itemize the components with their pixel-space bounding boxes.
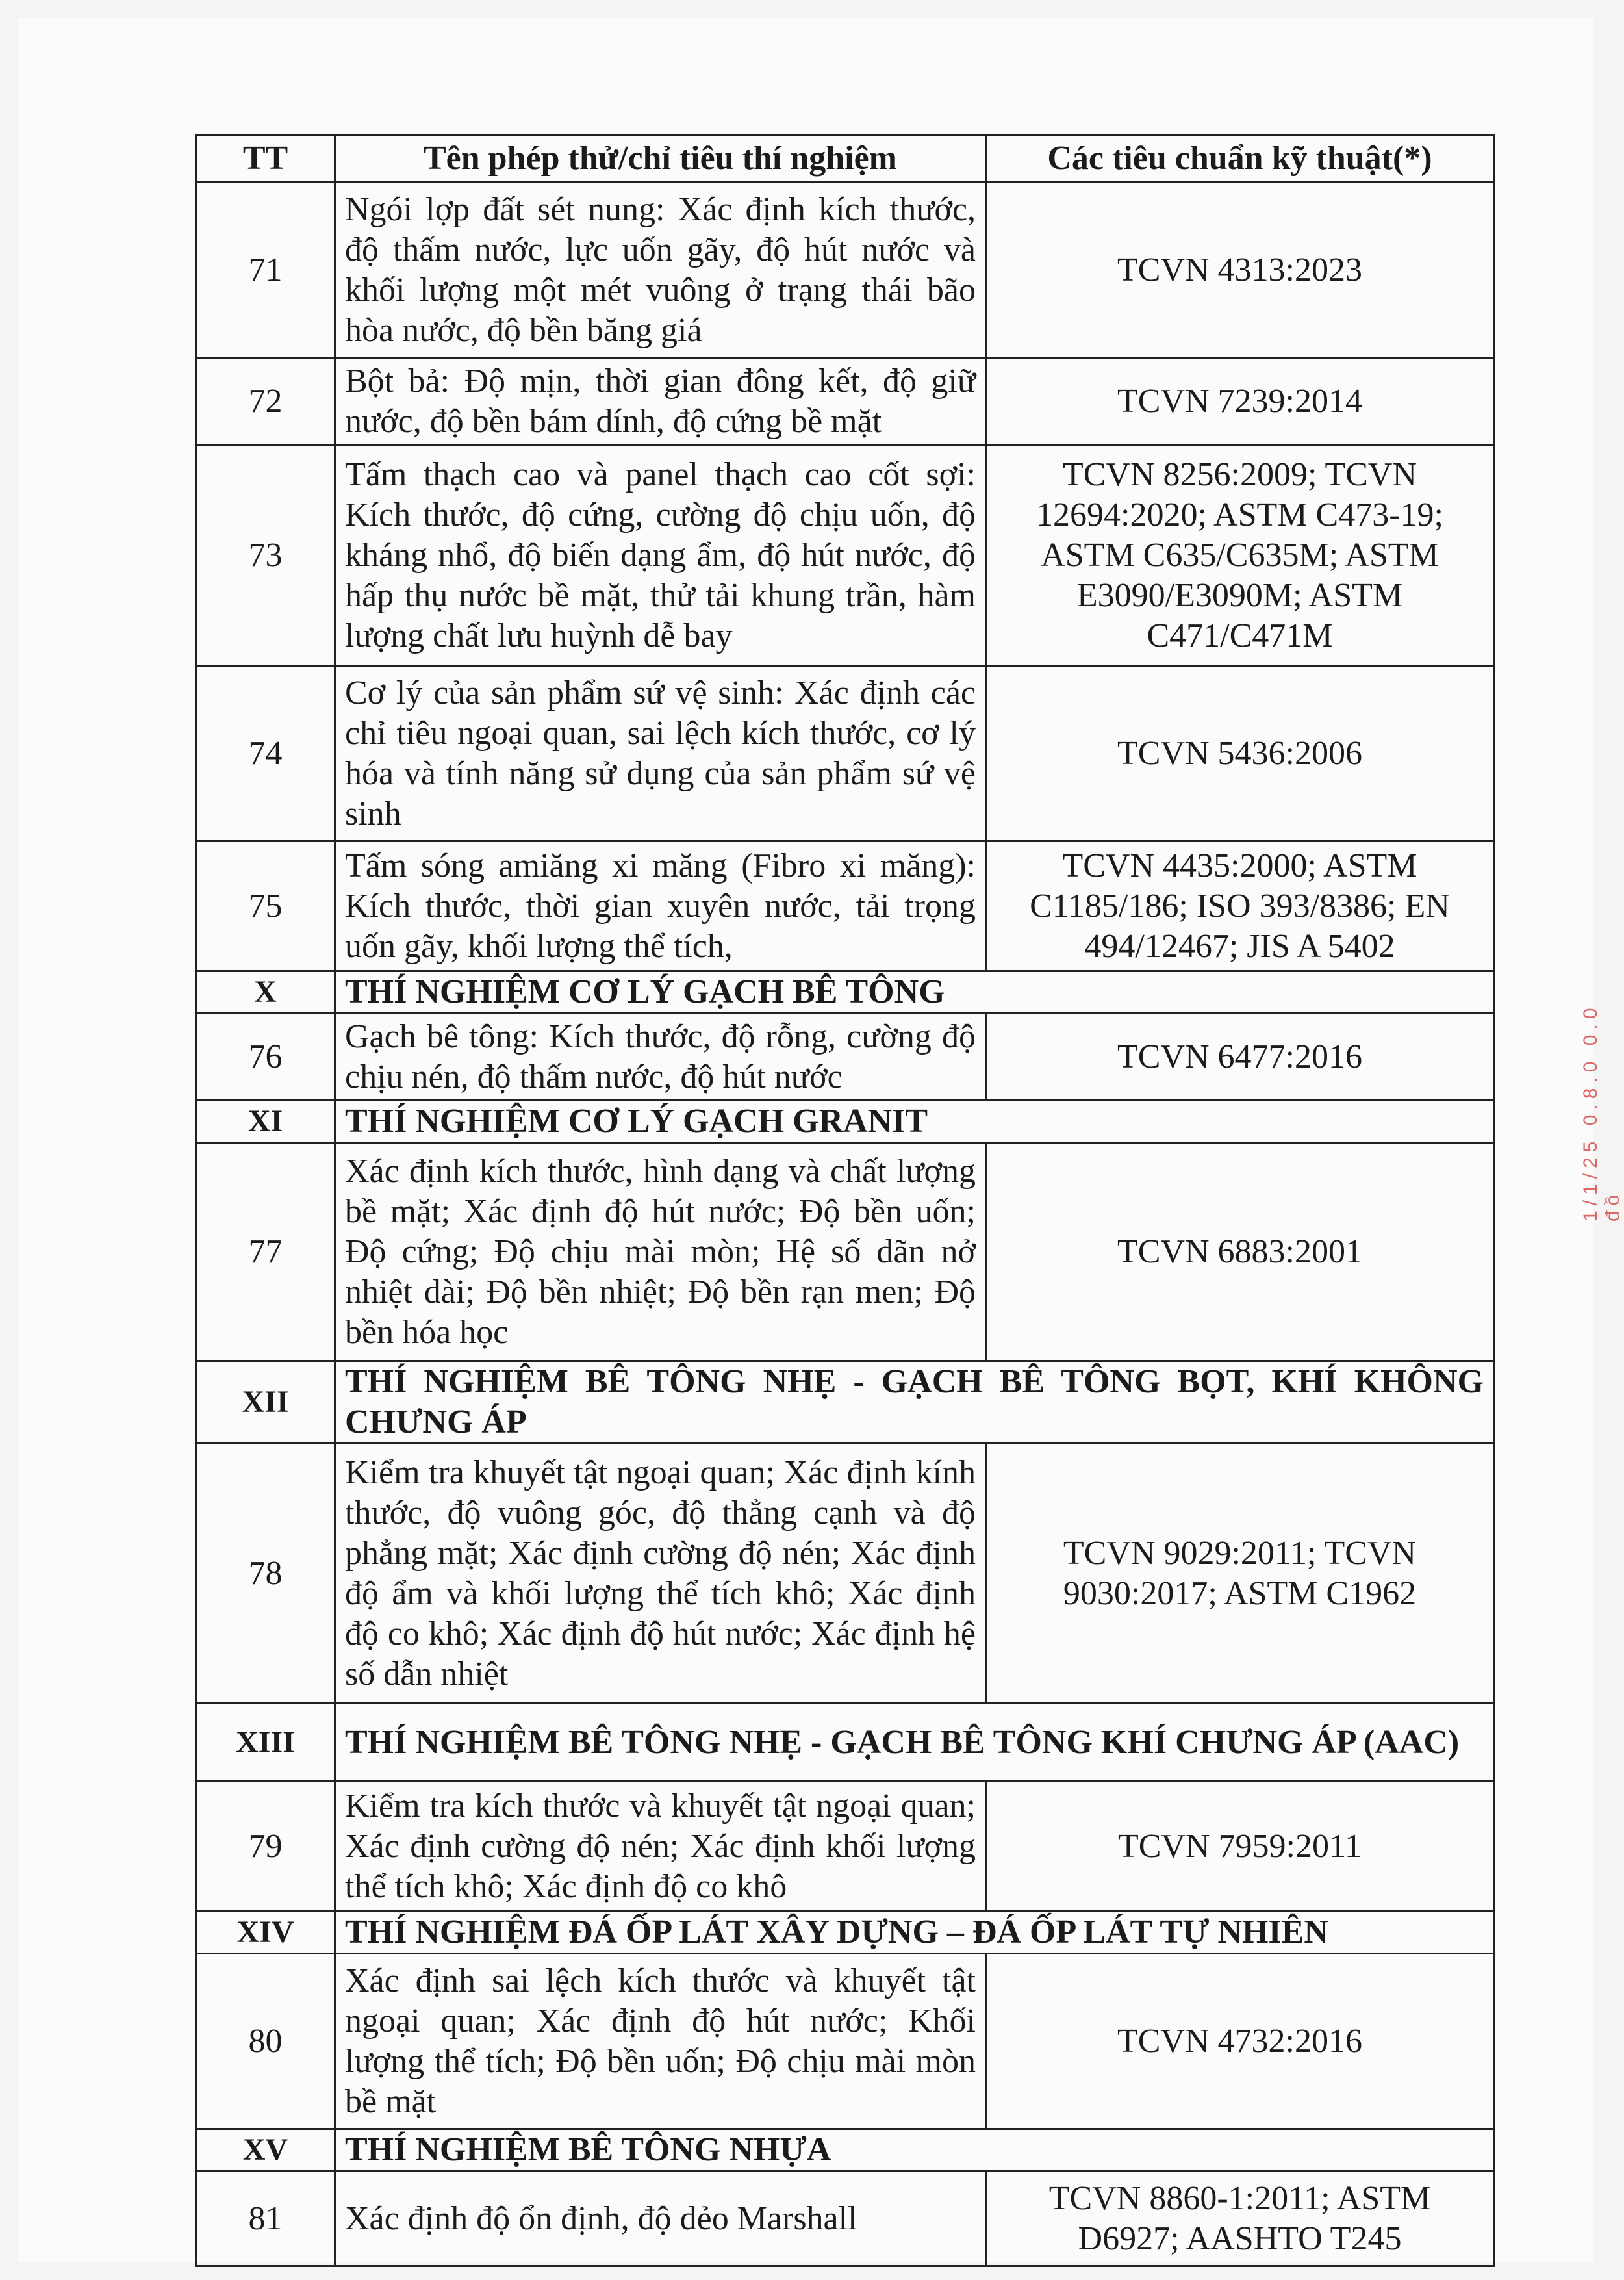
table-row bbox=[196, 841, 1494, 971]
technical-standard: TCVN 8256:2009; TCVN 12694:2020; ASTM C473-19; ASTM C635/C635M; ASTM E3090/E3090M; ASTM C471/C471M bbox=[986, 445, 1494, 666]
row-number: 80 bbox=[196, 1954, 335, 2129]
technical-standard: TCVN 4435:2000; ASTM C1185/186; ISO 393/8386; EN 494/12467; JIS A 5402 bbox=[986, 841, 1494, 971]
section-header-row bbox=[196, 971, 1494, 1014]
row-number: 75 bbox=[196, 841, 335, 971]
section-number: XII bbox=[196, 1361, 335, 1444]
table-row bbox=[196, 1782, 1494, 1912]
row-number: 76 bbox=[196, 1014, 335, 1101]
section-number: XI bbox=[196, 1101, 335, 1143]
row-number: 73 bbox=[196, 445, 335, 666]
table-row bbox=[196, 1014, 1494, 1101]
section-title: THÍ NGHIỆM CƠ LÝ GẠCH GRANIT bbox=[335, 1101, 1494, 1143]
row-number: 78 bbox=[196, 1444, 335, 1704]
table-row bbox=[196, 2171, 1494, 2266]
technical-standard: TCVN 6883:2001 bbox=[986, 1143, 1494, 1361]
table-row bbox=[196, 183, 1494, 358]
table-row bbox=[196, 1954, 1494, 2129]
test-description: Kiểm tra kích thước và khuyết tật ngoại quan; Xác định cường độ nén; Xác định khối lượng thể tích khô; Xác định độ co khô bbox=[335, 1782, 986, 1912]
technical-standard: TCVN 5436:2006 bbox=[986, 666, 1494, 841]
section-title: THÍ NGHIỆM CƠ LÝ GẠCH BÊ TÔNG bbox=[335, 971, 1494, 1014]
technical-standard: TCVN 4732:2016 bbox=[986, 1954, 1494, 2129]
test-description: Cơ lý của sản phẩm sứ vệ sinh: Xác định các chỉ tiêu ngoại quan, sai lệch kích thước, cơ lý hóa và tính năng sử dụng của sản phẩm sứ vệ sinh bbox=[335, 666, 986, 841]
row-number: 72 bbox=[196, 358, 335, 445]
table-row bbox=[196, 1444, 1494, 1704]
test-description: Gạch bê tông: Kích thước, độ rỗng, cường độ chịu nén, độ thấm nước, độ hút nước bbox=[335, 1014, 986, 1101]
test-standards-table bbox=[195, 134, 1495, 2267]
test-description: Xác định sai lệch kích thước và khuyết tật ngoại quan; Xác định độ hút nước; Khối lượng thể tích; Độ bền uốn; Độ chịu mài mòn bề mặt bbox=[335, 1954, 986, 2129]
section-title: THÍ NGHIỆM BÊ TÔNG NHẸ - GẠCH BÊ TÔNG KHÍ CHƯNG ÁP (AAC) bbox=[335, 1704, 1494, 1782]
table-row bbox=[196, 358, 1494, 445]
section-header-row bbox=[196, 1361, 1494, 1444]
test-description: Bột bả: Độ mịn, thời gian đông kết, độ giữ nước, độ bền bám dính, độ cứng bề mặt bbox=[335, 358, 986, 445]
test-description: Tấm sóng amiăng xi măng (Fibro xi măng): Kích thước, thời gian xuyên nước, tải trọng uốn gãy, khối lượng thể tích, bbox=[335, 841, 986, 971]
section-title: THÍ NGHIỆM BÊ TÔNG NHỰA bbox=[335, 2129, 1494, 2171]
technical-standard: TCVN 6477:2016 bbox=[986, 1014, 1494, 1101]
row-number: 71 bbox=[196, 183, 335, 358]
section-title: THÍ NGHIỆM BÊ TÔNG NHẸ - GẠCH BÊ TÔNG BỌT, KHÍ KHÔNG CHƯNG ÁP bbox=[335, 1361, 1494, 1444]
header-test-name: Tên phép thử/chỉ tiêu thí nghiệm bbox=[335, 135, 986, 183]
table-row bbox=[196, 666, 1494, 841]
table-header-row bbox=[196, 135, 1494, 183]
test-description: Ngói lợp đất sét nung: Xác định kích thước, độ thấm nước, lực uốn gãy, độ hút nước và khối lượng một mét vuông ở trạng thái bão hòa nước, độ bền băng giá bbox=[335, 183, 986, 358]
table-row bbox=[196, 1143, 1494, 1361]
section-number: XV bbox=[196, 2129, 335, 2171]
test-description: Kiểm tra khuyết tật ngoại quan; Xác định kính thước, độ vuông góc, độ thẳng cạnh và độ phẳng mặt; Xác định cường độ nén; Xác định độ ẩm và khối lượng thể tích khô; Xác định độ co khô; Xác định độ hút nước; Xác định hệ số dẫn nhiệt bbox=[335, 1444, 986, 1704]
row-number: 79 bbox=[196, 1782, 335, 1912]
row-number: 74 bbox=[196, 666, 335, 841]
table-row bbox=[196, 445, 1494, 666]
section-number: XIV bbox=[196, 1912, 335, 1954]
section-header-row bbox=[196, 1912, 1494, 1954]
section-header-row bbox=[196, 1704, 1494, 1782]
section-header-row bbox=[196, 1101, 1494, 1143]
technical-standard: TCVN 7239:2014 bbox=[986, 358, 1494, 445]
section-header-row bbox=[196, 2129, 1494, 2171]
section-number: XIII bbox=[196, 1704, 335, 1782]
section-title: THÍ NGHIỆM ĐÁ ỐP LÁT XÂY DỰNG – ĐÁ ỐP LÁT TỰ NHIÊN bbox=[335, 1912, 1494, 1954]
header-standard: Các tiêu chuẩn kỹ thuật(*) bbox=[986, 135, 1494, 183]
header-tt: TT bbox=[196, 135, 335, 183]
test-description: Tấm thạch cao và panel thạch cao cốt sợi: Kích thước, độ cứng, cường độ chịu uốn, độ kháng nhổ, độ biến dạng ẩm, độ hút nước, độ hấp thụ nước bề mặt, thử tải khung trần, hàm lượng chất lưu huỳnh dễ bay bbox=[335, 445, 986, 666]
test-description: Xác định kích thước, hình dạng và chất lượng bề mặt; Xác định độ hút nước; Độ bền uốn; Độ cứng; Độ chịu mài mòn; Hệ số dãn nở nhiệt dài; Độ bền nhiệt; Độ bền rạn men; Độ bền hóa học bbox=[335, 1143, 986, 1361]
test-description: Xác định độ ổn định, độ dẻo Marshall bbox=[335, 2171, 986, 2266]
row-number: 77 bbox=[196, 1143, 335, 1361]
row-number: 81 bbox=[196, 2171, 335, 2266]
section-number: X bbox=[196, 971, 335, 1014]
technical-standard: TCVN 8860-1:2011; ASTM D6927; AASHTO T245 bbox=[986, 2171, 1494, 2266]
red-stamp-mark: 1/1/25 0.8.0 0.0 đồ bbox=[1580, 1003, 1623, 1222]
technical-standard: TCVN 9029:2011; TCVN 9030:2017; ASTM C1962 bbox=[986, 1444, 1494, 1704]
technical-standard: TCVN 4313:2023 bbox=[986, 183, 1494, 358]
technical-standard: TCVN 7959:2011 bbox=[986, 1782, 1494, 1912]
table-body bbox=[196, 183, 1494, 2266]
